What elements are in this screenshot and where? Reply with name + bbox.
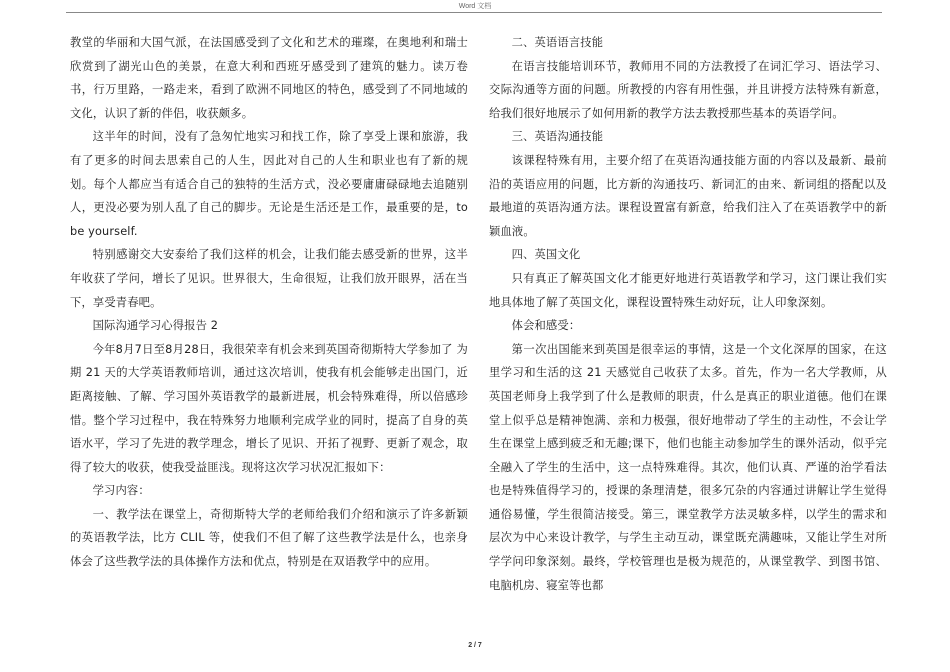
paragraph-thanks: 特别感谢交大安泰给了我们这样的机会，让我们能去感受新的世界，这半年收获了学问，增长了见识。世界很大，生命很短，让我们放开眼界，活在当下，享受青春吧。 (70, 248, 468, 309)
document-header-title: Word 文档 (458, 3, 492, 10)
section-heading-experience: 体会和感受： (511, 319, 581, 333)
paragraph-language-skills: 在语言技能培训环节，教师用不同的方法教授了在词汇学习、语法学习、交际沟通等方面的问题。所教授的内容有用性强，并且讲授方法特殊有新意，给我们很好地展示了如何用新的教学方法去教授那些基本的英语学问。 (489, 59, 887, 120)
section-heading-language-skills: 二、英语语言技能 (511, 36, 604, 49)
paragraph-british-culture: 只有真正了解英国文化才能更好地进行英语教学和学习，这门课让我们实地具体地了解了英国文化，课程设置特殊生动好玩，让人印象深刻。 (489, 271, 887, 309)
paragraph-life-reflection: 这半年的时间，没有了急匆忙地实习和找工作，除了享受上课和旅游，我有了更多的时间去思索自己的人生，因此对自己的人生和职业也有了新的规划。每个人都应当有适合自己的独特的生活方式，没必要庸庸碌碌地去追随别人，更没必要为别人乱了自己的脚步。无论是生活还是工作，最重要的是，to be yourself. (70, 130, 468, 238)
section-heading-communication-skills: 三、英语沟通技能 (511, 130, 604, 144)
left-text-column (70, 31, 468, 574)
paragraph-communication-skills: 该课程特殊有用，主要介绍了在英语沟通技能方面的内容以及最新、最前沿的英语应用的问题，比方新的沟通技巧、新词汇的由来、新词组的搭配以及最地道的英语沟通方法。课程设置富有新意，给我们注入了在英语教学中的新颖血液。 (489, 153, 887, 238)
paragraph-experience: 第一次出国能来到英国是很幸运的事情，这是一个文化深厚的国家，在这里学习和生活的这 21 天感觉自己收获了太多。首先，作为一名大学教师，从英国老师身上我学到了什么是教师的职责，什么是真正的职业道德。他们在课堂上似乎总是精神饱满、亲和力极强，很好地带动了学生的主动性，不会让学生在课堂上感到疲乏和无趣;课下，他们也能主动参加学生的课外活动，似乎完全融入了学生的生活中，这一点特殊难得。其次，他们认真、严谨的治学看法也是特殊值得学习的，授课的条理清楚，很多冗杂的内容通过讲解让学生觉得通俗易懂，学生很简洁接受。第三，课堂教学方法灵敏多样，以学生的需求和层次为中心来设计教学，与学生主动互动，课堂既充满趣味，又能让学生对所学学问印象深刻。最终，学校管理也是极为规范的，从课堂教学、到图书馆、电脑机房、寝室等也都 (489, 342, 887, 592)
right-text-column (489, 31, 887, 597)
section-heading-report-2: 国际沟通学习心得报告 2 (92, 319, 219, 333)
paragraph-continuation: 教堂的华丽和大国气派，在法国感受到了文化和艺术的璀璨，在奥地利和瑞士欣赏到了湖光山色的美景，在意大利和西班牙感受到了建筑的魅力。读万卷书，行万里路，一路走来，看到了欧洲不同地区的特色，感受到了不同地域的文化，认识了新的伴侣，收获颇多。 (70, 36, 468, 120)
header-divider (66, 12, 882, 13)
page-number: 2 / 7 (468, 642, 482, 649)
section-heading-study-content: 学习内容： (92, 484, 150, 498)
section-heading-british-culture: 四、英国文化 (511, 248, 581, 262)
paragraph-training-intro: 今年8月7日至8月28日，我很荣幸有机会来到英国奇彻斯特大学参加了 为期 21 天的大学英语教师培训，通过这次培训，使我有机会能够走出国门，近距离接触、了解、学习国外英语教学的最新进展，机会特殊难得，所以倍感珍惜。整个学习过程中，我在特殊努力地顺利完成学业的同时，提高了自身的英语水平，学习了先进的教学理念，增长了见识、开拓了视野、更新了观念，取得了较大的收获，使我受益匪浅。现将这次学习状况汇报如下： (70, 342, 468, 474)
paragraph-teaching-methods: 一、教学法在课堂上，奇彻斯特大学的老师给我们介绍和演示了许多新颖的英语教学法，比方 CLIL 等，使我们不但了解了这些教学法是什么，也亲身体会了这些教学法的具体操作方法和优点，特别是在双语教学中的应用。 (70, 507, 468, 569)
